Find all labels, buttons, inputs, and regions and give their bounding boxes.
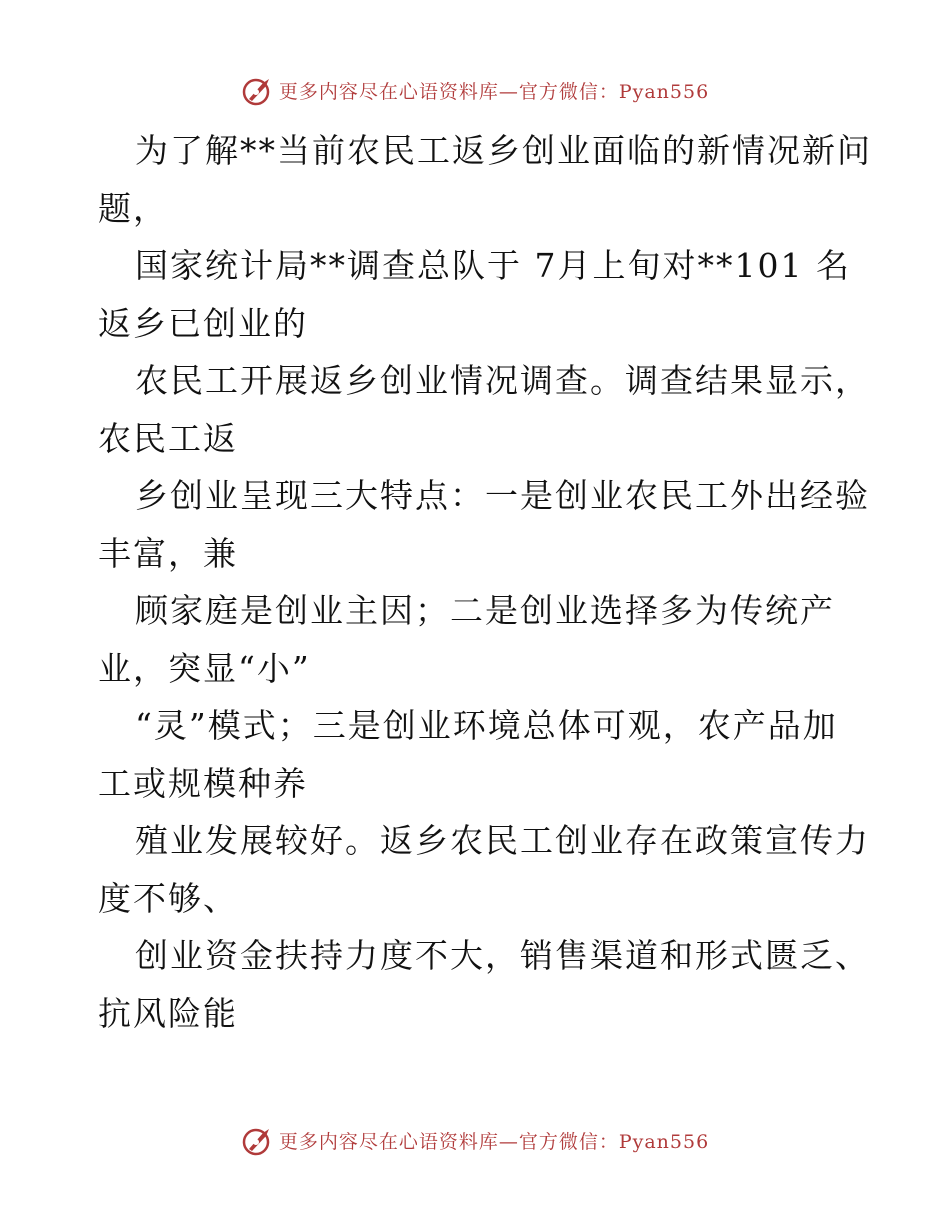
body-line: 抗风险能 [98, 993, 238, 1033]
body-line: 题， [98, 188, 168, 228]
body-line: 农民工返 [98, 418, 238, 458]
header-banner [0, 70, 950, 110]
document-body [98, 122, 872, 1042]
body-line: 殖业发展较好。返乡农民工创业存在政策宣传力 [135, 821, 870, 860]
body-line: 为了解**当前农民工返乡创业面临的新情况新问 [135, 131, 872, 170]
body-line: 工或规模种养 [98, 763, 308, 803]
body-line: “灵”模式；三是创业环境总体可观，农产品加 [135, 706, 838, 745]
header-banner-text: 更多内容尽在心语资料库—官方微信：Pyan556 [278, 80, 710, 103]
footer-banner [0, 1120, 950, 1160]
body-line: 乡创业呈现三大特点：一是创业农民工外出经验 [135, 476, 870, 515]
body-line: 创业资金扶持力度不大，销售渠道和形式匮乏、 [135, 936, 870, 975]
pen-nib-logo-icon [241, 73, 275, 107]
body-line: 顾家庭是创业主因；二是创业选择多为传统产 [135, 591, 835, 630]
body-line: 业，突显“小” [98, 648, 311, 688]
footer-banner-text: 更多内容尽在心语资料库—官方微信：Pyan556 [278, 1130, 710, 1153]
body-line: 国家统计局**调查总队于 7月上旬对**101 名 [135, 246, 851, 285]
pen-nib-logo-icon [241, 1123, 275, 1157]
body-line: 度不够、 [98, 878, 238, 918]
body-line: 农民工开展返乡创业情况调查。调查结果显示， [135, 361, 870, 400]
body-line: 返乡已创业的 [98, 303, 308, 343]
body-line: 丰富，兼 [98, 533, 238, 573]
